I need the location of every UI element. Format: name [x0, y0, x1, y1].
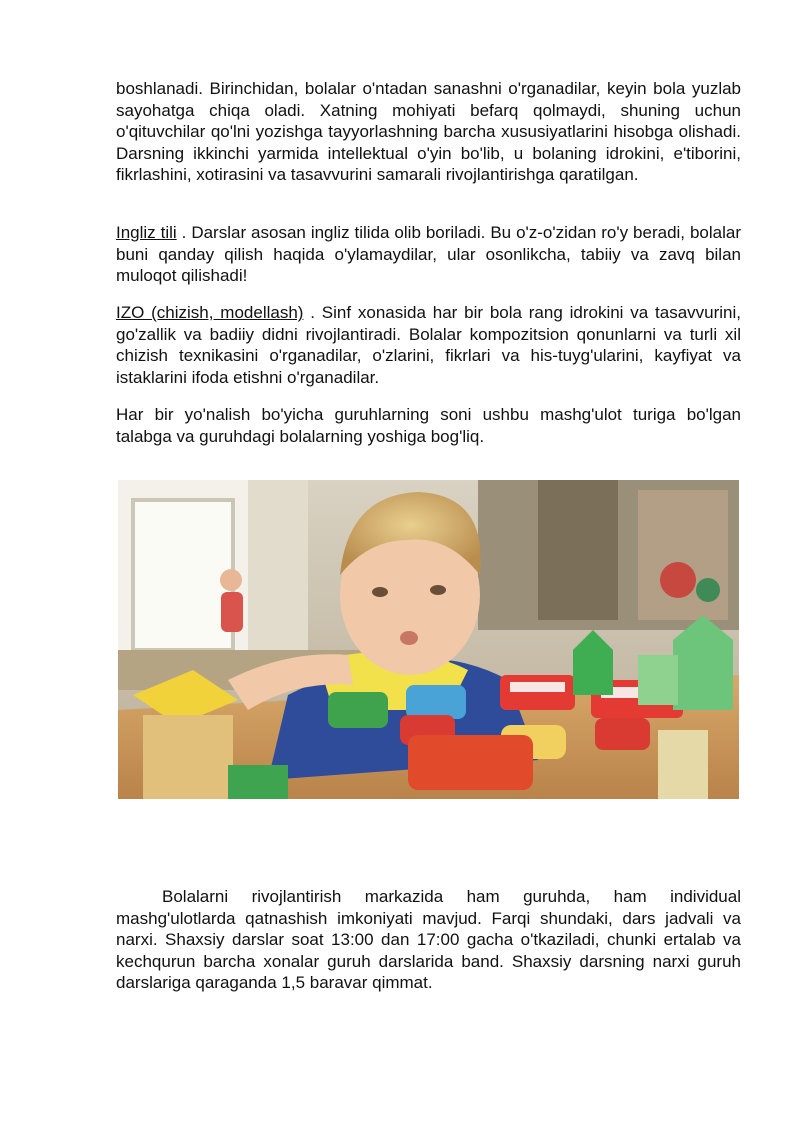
paragraph-art [116, 302, 741, 388]
photo-illustration [118, 480, 739, 799]
paragraph-english [116, 222, 741, 287]
paragraph-individual-lessons [116, 886, 741, 994]
english-heading-link[interactable]: Ingliz tili [116, 223, 177, 242]
paragraph-text: . Sinf xonasida har bir bola rang idrokini va tasavvurini, go'zallik va badiiy didni rivojlantiradi. Bolalar kompozitsion qonunlarni va turli xil chizish texnikasini o'rganadilar, o'zlarini, fikrlari va his-tuyg'ularini, kayfiyat va istaklarini ifoda etishni o'rganadilar. [116, 303, 742, 387]
paragraph-text: Har bir yo'nalish bo'yicha guruhlarning soni ushbu mashg'ulot turiga bo'lgan talabga va guruhdagi bolalarning yoshiga bog'liq. [116, 405, 741, 446]
paragraph-text: boshlanadi. Birinchidan, bolalar o'ntadan sanashni o'rganadilar, keyin bola yuzlab sayohatga chiqa oladi. Xatning mohiyati befarq qolmaydi, shuning uchun o'qituvchilar qo'lni yozishga tayyorlashning barcha xususiyatlarini hisobga olishadi. Darsning ikkinchi yarmida intellektual o'yin bo'lib, u bolaning idrokini, e'tiborini, fikrlashini, xotirasini va tasavvurini samarali rivojlantirishga qaratilgan. [116, 79, 741, 184]
art-heading-link[interactable]: IZO (chizish, modellash) [116, 303, 304, 322]
paragraph-groups [116, 404, 741, 447]
child-playing-with-toys-photo [118, 480, 739, 799]
paragraph-lesson-description [116, 78, 741, 186]
paragraph-text: Bolalarni rivojlantirish markazida ham guruhda, ham individual mashg'ulotlarda qatnashish imkoniyati mavjud. Farqi shundaki, dars jadvali va narxi. Shaxsiy darslar soat 13:00 dan 17:00 gacha o'tkaziladi, chunki ertalab va kechqurun barcha xonalar guruh darslarida band. Shaxsiy darsning narxi guruh darslariga qaraganda 1,5 baravar qimmat. [116, 887, 741, 992]
paragraph-text: . Darslar asosan ingliz tilida olib boriladi. Bu o'z-o'zidan ro'y beradi, bolalar buni qanday qilish haqida o'ylamaydilar, ular osonlikcha, tabiiy va zavq bilan muloqot qilishadi! [116, 223, 742, 285]
